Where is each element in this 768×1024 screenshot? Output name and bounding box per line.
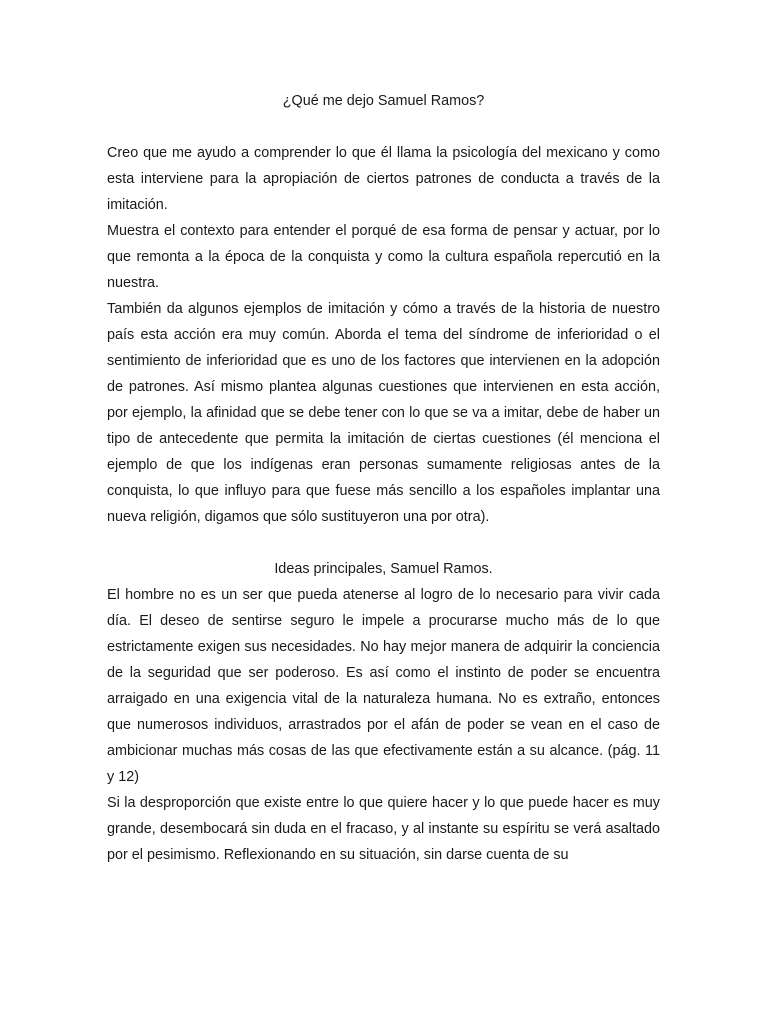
document-title: ¿Qué me dejo Samuel Ramos? [282, 93, 485, 109]
paragraph: El hombre no es un ser que pueda atenerse al logro de lo necesario para vivir cada día. El deseo de sentirse seguro le impele a procurarse mucho más de lo que estrictamente exigen sus necesidades. No hay mejor manera de adquirir la conciencia de la seguridad que ser poderoso. Es así como el instinto de poder se encuentra arraigado en una exigencia vital de la naturaleza humana. No es extraño, entonces que numerosos individuos, arrastrados por el afán de poder se vean en el caso de ambicionar muchas más cosas de las que efectivamente están a su alcance. (pág. 11 y 12) [107, 587, 660, 785]
document-page [107, 88, 660, 868]
section-heading: Ideas principales, Samuel Ramos. [274, 561, 493, 577]
paragraph: Creo que me ayudo a comprender lo que él llama la psicología del mexicano y como esta interviene para la apropiación de ciertos patrones de conducta a través de la imitación. [107, 145, 660, 213]
paragraph: También da algunos ejemplos de imitación y cómo a través de la historia de nuestro país esta acción era muy común. Aborda el tema del síndrome de inferioridad o el sentimiento de inferioridad que es uno de los factores que intervienen en la adopción de patrones. Así mismo plantea algunas cuestiones que intervienen en esta acción, por ejemplo, la afinidad que se debe tener con lo que se va a imitar, debe de haber un tipo de antecedente que permita la imitación de ciertas cuestiones (él menciona el ejemplo de que los indígenas eran personas sumamente religiosas antes de la conquista, lo que influyo para que fuese más sencillo a los españoles implantar una nueva religión, digamos que sólo sustituyeron una por otra). [107, 301, 660, 525]
paragraph: Si la desproporción que existe entre lo que quiere hacer y lo que puede hacer es muy grande, desembocará sin duda en el fracaso, y al instante su espíritu se verá asaltado por el pesimismo. Reflexionando en su situación, sin darse cuenta de su [107, 795, 660, 863]
paragraph: Muestra el contexto para entender el porqué de esa forma de pensar y actuar, por lo que remonta a la época de la conquista y como la cultura española repercutió en la nuestra. [107, 223, 660, 291]
